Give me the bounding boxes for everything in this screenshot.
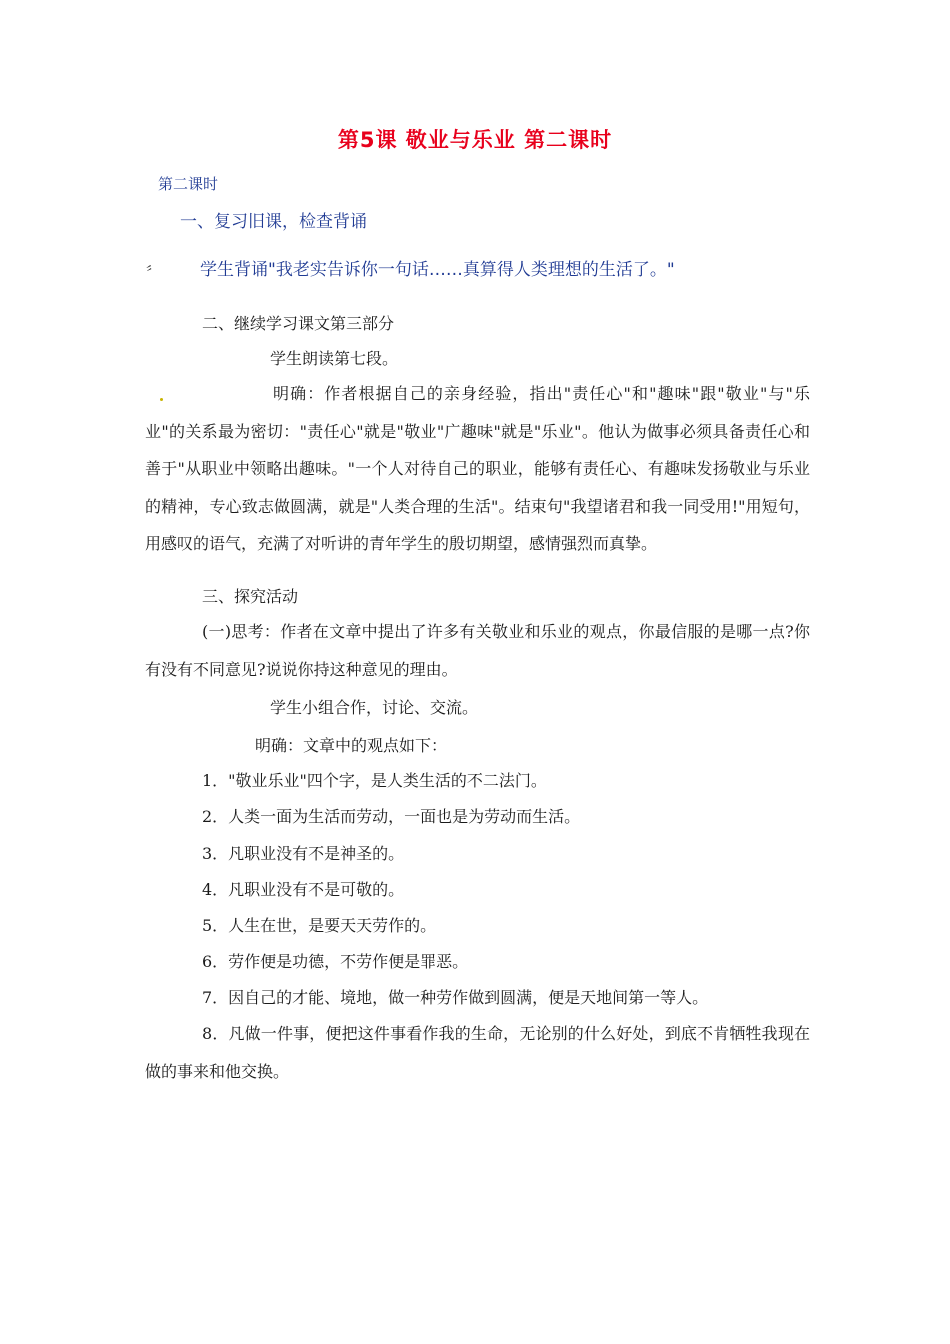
quote-mark: 〞 <box>146 264 162 282</box>
point-item: 4．凡职业没有不是可敬的。 <box>202 880 405 899</box>
group-instruction: 学生小组合作，讨论、交流。 <box>270 698 479 717</box>
clarify-intro: 明确：文章中的观点如下： <box>255 736 448 755</box>
point-item: 5．人生在世，是要天天劳作的。 <box>202 916 437 935</box>
section-heading-continue: 二、继续学习课文第三部分 <box>202 314 395 333</box>
point-item: 7．因自己的才能、境地，做一种劳作做到圆满，便是天地间第一等人。 <box>202 988 709 1007</box>
document-title: 第5课 敬业与乐业 第二课时 <box>337 128 613 152</box>
point-item: 2．人类一面为生活而劳动，一面也是为劳动而生活。 <box>202 807 581 826</box>
reading-instruction: 学生朗读第七段。 <box>270 349 399 368</box>
section-heading-explore: 三、探究活动 <box>202 587 299 606</box>
point-item: 1．"敬业乐业"四个字，是人类生活的不二法门。 <box>202 771 547 790</box>
lesson-subtitle: 第二课时 <box>158 175 219 193</box>
question-paragraph: (一)思考：作者在文章中提出了许多有关敬业和乐业的观点，你最信服的是哪一点?你有没有不同意见?说说你持这种意见的理由。 <box>145 622 810 679</box>
point-item: 6．劳作便是功德，不劳作便是罪恶。 <box>202 952 469 971</box>
recite-instruction: 学生背诵"我老实告诉你一句话……真算得人类理想的生活了。" <box>200 260 675 280</box>
clarify-paragraph: 明确：作者根据自己的亲身经验，指出"责任心"和"趣味"跟"敬业"与"乐业"的关系最为密切："责任心"就是"敬业"广趣味"就是"乐业"。他认为做事必须具备责任心和善于"从职业中领略出趣味。"一个人对待自己的职业，能够有责任心、有趣味发扬敬业与乐业的精神，专心致志做圆满，就是"人类合理的生活"。结束句"我望诸君和我一同受用!"用短句，用感叹的语气，充满了对听讲的青年学生的殷切期望，感情强烈而真挚。 <box>145 384 810 553</box>
section-heading-review: 一、复习旧课，检查背诵 <box>180 212 367 232</box>
point-item: 8．凡做一件事，便把这件事看作我的生命，无论别的什么好处，到底不肯牺牲我现在做的事来和他交换。 <box>145 1024 810 1081</box>
point-item: 3．凡职业没有不是神圣的。 <box>202 844 405 863</box>
